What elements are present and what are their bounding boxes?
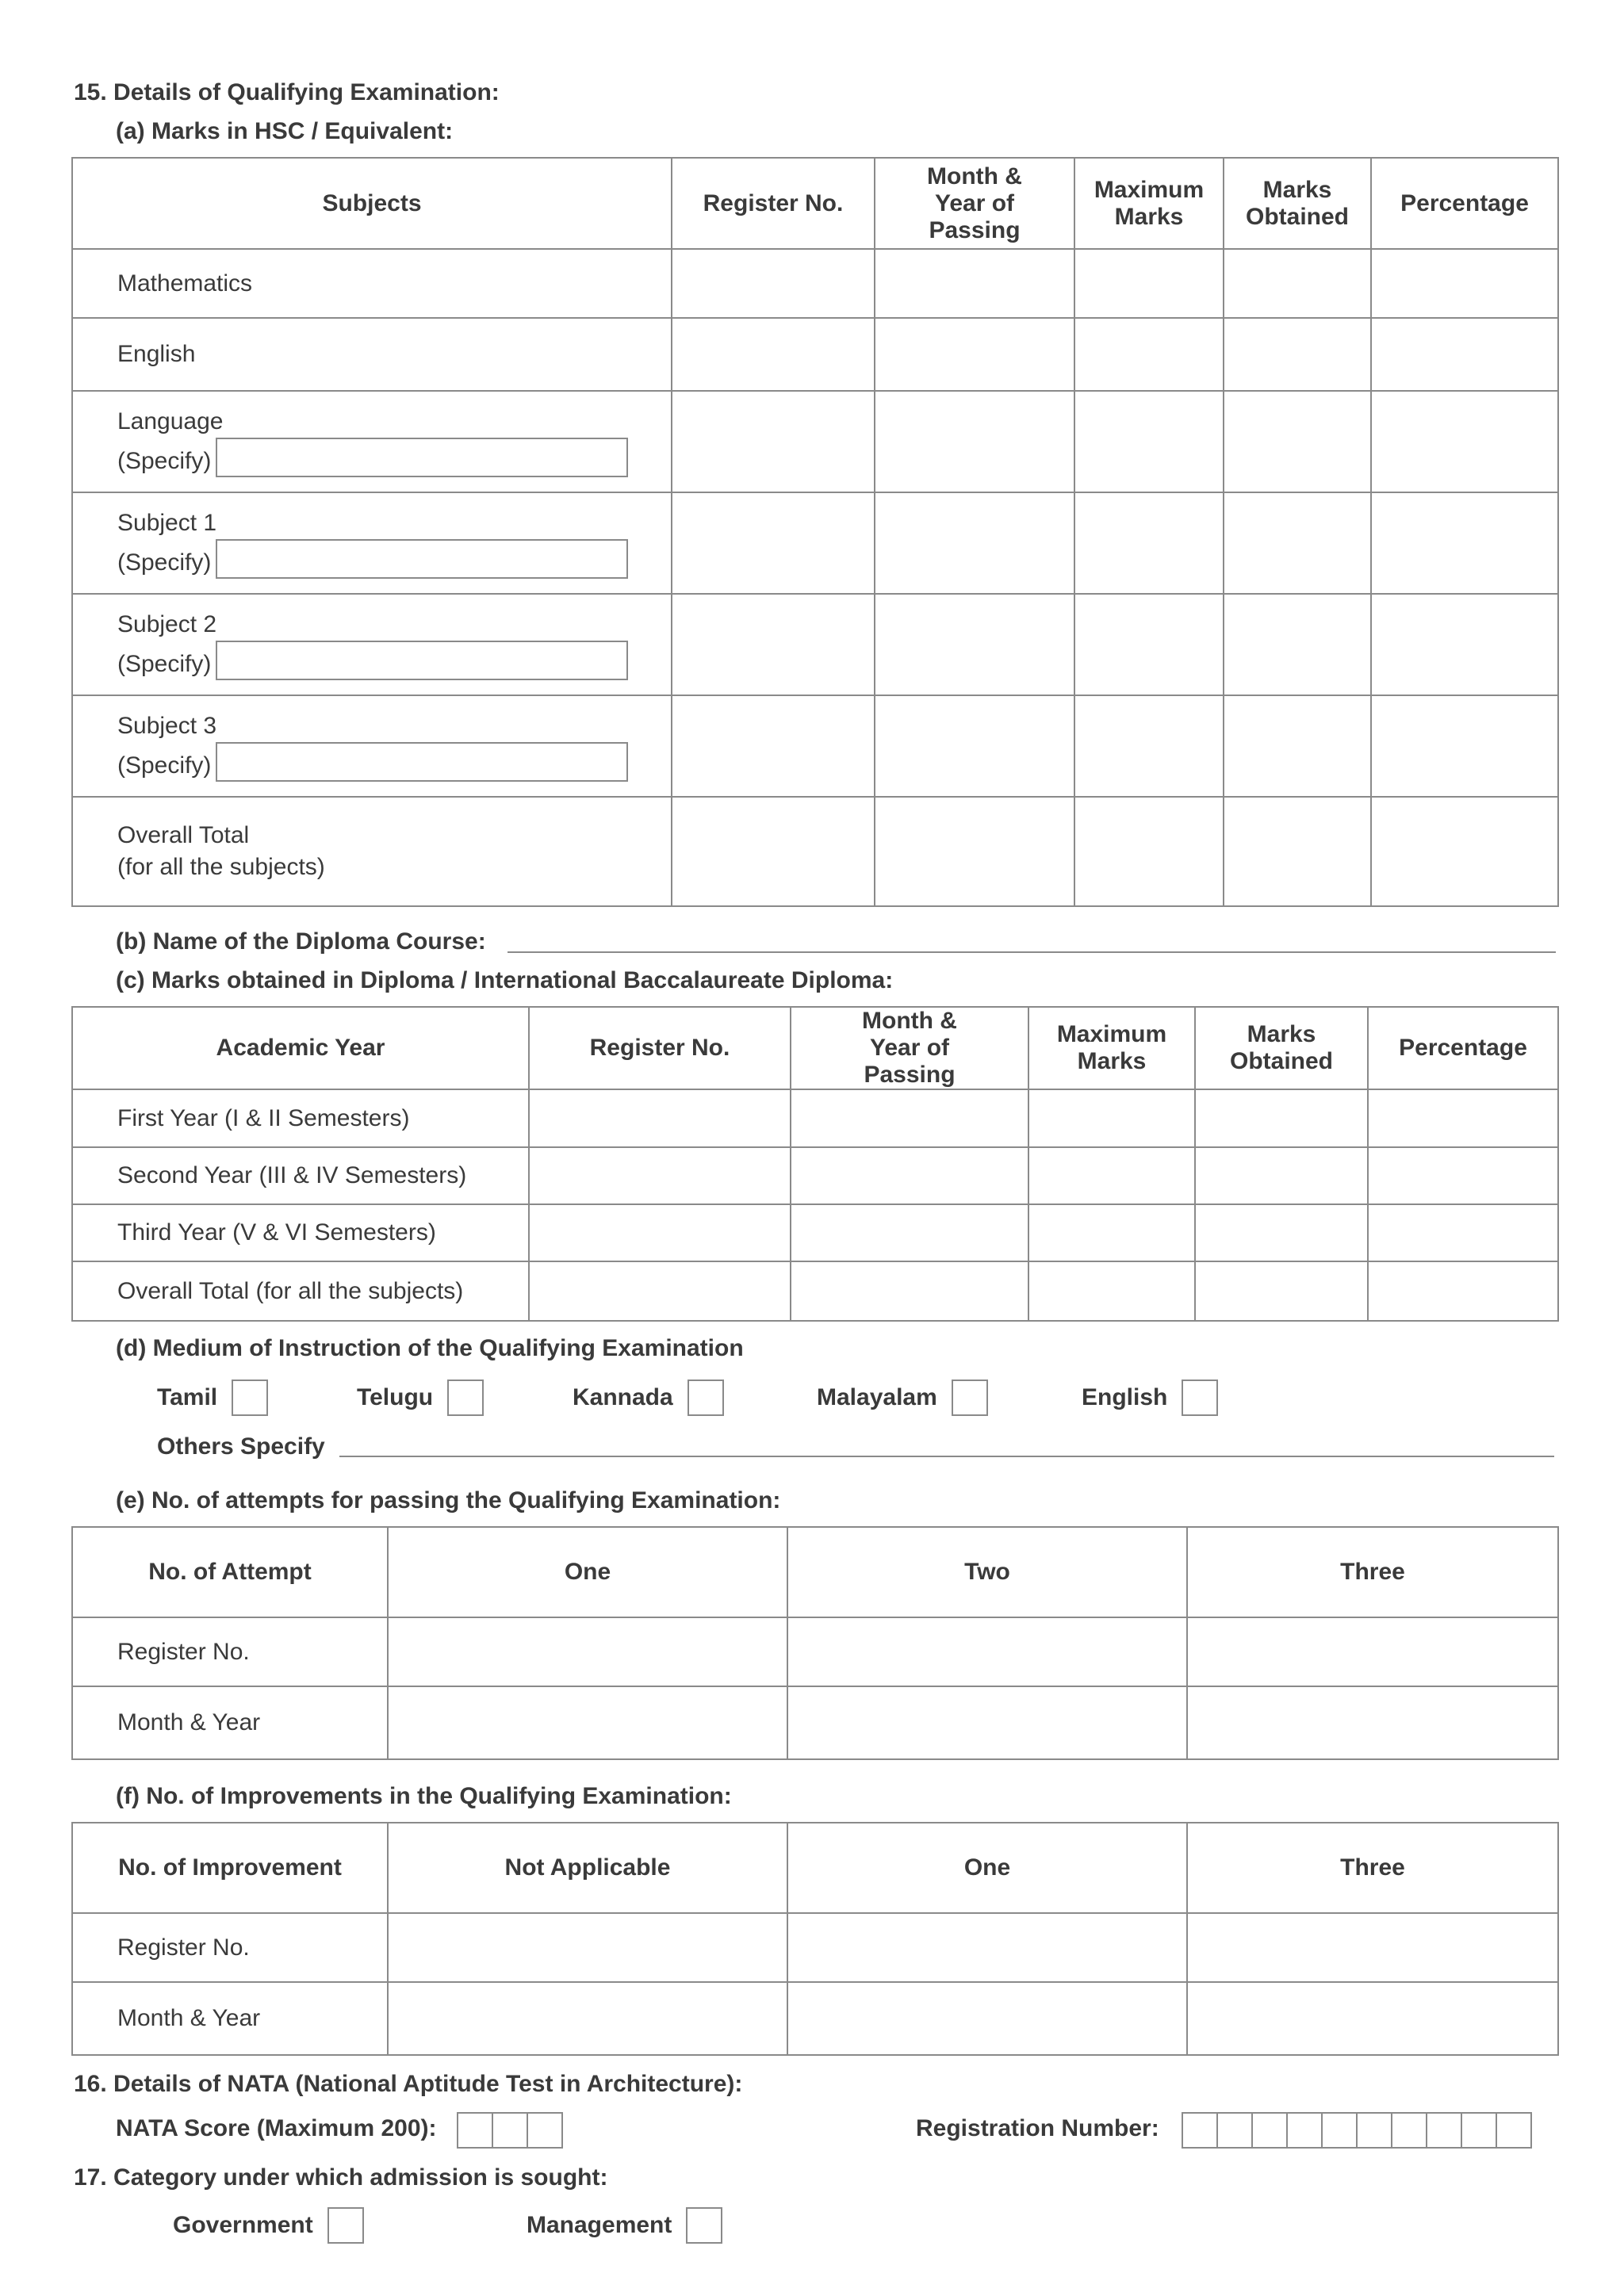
others-specify-label: Others Specify — [157, 1433, 325, 1460]
category-checkbox[interactable] — [686, 2207, 722, 2244]
attempts-header-row — [72, 1527, 1558, 1617]
diploma-row-first-year — [72, 1089, 1558, 1147]
hsc-row-subject-1 — [72, 492, 1558, 594]
diploma-cell[interactable] — [1028, 1261, 1195, 1321]
medium-checkbox[interactable] — [232, 1380, 268, 1416]
hsc-cell[interactable] — [1371, 391, 1558, 492]
hsc-header-subjects: Subjects — [72, 158, 672, 249]
registration-digit-box[interactable] — [1426, 2112, 1462, 2149]
hsc-specify-label: (Specify) — [117, 752, 212, 779]
registration-digit-box[interactable] — [1216, 2112, 1253, 2149]
hsc-cell[interactable] — [1371, 695, 1558, 797]
hsc-cell[interactable] — [1371, 249, 1558, 318]
hsc-cell[interactable] — [1224, 249, 1371, 318]
registration-digit-box[interactable] — [1461, 2112, 1497, 2149]
attempts-cell[interactable] — [787, 1617, 1187, 1686]
registration-digit-box[interactable] — [1391, 2112, 1427, 2149]
diploma-header-percentage: Percentage — [1368, 1007, 1558, 1089]
hsc-marks-table — [71, 157, 1559, 907]
language-specify-input[interactable] — [216, 438, 628, 477]
section-15-title: 15. Details of Qualifying Examination: — [74, 79, 500, 105]
hsc-cell[interactable] — [672, 492, 875, 594]
section-15e-title: (e) No. of attempts for passing the Qualifying Examination: — [116, 1487, 781, 1513]
hsc-cell[interactable] — [1074, 318, 1224, 391]
diploma-row-second-year — [72, 1147, 1558, 1204]
attempts-table — [71, 1526, 1559, 1760]
medium-option-telugu[interactable] — [357, 1380, 484, 1416]
hsc-cell[interactable] — [1224, 594, 1371, 695]
hsc-subject-label: Subject 2 — [117, 611, 217, 637]
diploma-cell[interactable] — [791, 1089, 1028, 1147]
diploma-cell[interactable] — [791, 1147, 1028, 1204]
diploma-header-register-no: Register No. — [529, 1007, 791, 1089]
hsc-cell[interactable] — [1371, 594, 1558, 695]
improvements-row-month-year — [72, 1982, 1558, 2055]
hsc-cell[interactable] — [672, 249, 875, 318]
improvements-cell[interactable] — [787, 1913, 1187, 1982]
diploma-cell[interactable] — [529, 1089, 791, 1147]
attempts-cell[interactable] — [388, 1686, 787, 1759]
improvements-cell[interactable] — [388, 1913, 787, 1982]
medium-checkbox[interactable] — [1182, 1380, 1218, 1416]
diploma-year-label: Second Year (III & IV Semesters) — [72, 1147, 529, 1204]
medium-checkbox[interactable] — [447, 1380, 484, 1416]
medium-option-tamil[interactable] — [157, 1380, 268, 1416]
hsc-cell[interactable] — [672, 391, 875, 492]
hsc-cell[interactable] — [1224, 695, 1371, 797]
diploma-year-label: First Year (I & II Semesters) — [72, 1089, 529, 1147]
improvements-header-three: Three — [1187, 1823, 1558, 1913]
others-specify-line[interactable] — [339, 1456, 1554, 1457]
medium-option-kannada[interactable] — [573, 1380, 724, 1416]
hsc-header-row — [72, 158, 1558, 249]
hsc-subject-label: Language — [117, 408, 224, 434]
medium-label: English — [1082, 1384, 1168, 1410]
hsc-cell[interactable] — [1074, 594, 1224, 695]
medium-option-english[interactable] — [1082, 1380, 1218, 1416]
diploma-cell[interactable] — [1195, 1089, 1368, 1147]
hsc-subject-label: Overall Total — [117, 822, 250, 848]
registration-number-boxes[interactable] — [1183, 2112, 1532, 2149]
attempts-cell[interactable] — [787, 1686, 1187, 1759]
hsc-cell[interactable] — [1224, 492, 1371, 594]
hsc-cell[interactable] — [672, 318, 875, 391]
attempts-cell[interactable] — [388, 1617, 787, 1686]
attempts-header-no: No. of Attempt — [72, 1527, 388, 1617]
diploma-marks-table — [71, 1006, 1559, 1322]
category-label: Management — [527, 2212, 672, 2238]
diploma-cell[interactable] — [529, 1204, 791, 1261]
hsc-header-percentage: Percentage — [1371, 158, 1558, 249]
diploma-cell[interactable] — [1195, 1147, 1368, 1204]
diploma-header-row — [72, 1007, 1558, 1089]
registration-digit-box[interactable] — [1321, 2112, 1358, 2149]
medium-label: Malayalam — [817, 1384, 937, 1410]
subject-2-specify-input[interactable] — [216, 641, 628, 680]
attempts-row-register — [72, 1617, 1558, 1686]
improvements-cell[interactable] — [1187, 1982, 1558, 2055]
improvements-header-one: One — [787, 1823, 1187, 1913]
diploma-header-academic-year: Academic Year — [72, 1007, 529, 1089]
diploma-cell[interactable] — [1028, 1147, 1195, 1204]
diploma-cell[interactable] — [791, 1261, 1028, 1321]
hsc-subject-label: Subject 1 — [117, 510, 217, 536]
diploma-cell[interactable] — [1368, 1261, 1558, 1321]
medium-label: Telugu — [357, 1384, 434, 1410]
hsc-row-mathematics — [72, 249, 1558, 318]
hsc-row-overall-total — [72, 797, 1558, 906]
hsc-cell[interactable] — [1371, 492, 1558, 594]
medium-checkbox[interactable] — [952, 1380, 988, 1416]
diploma-cell[interactable] — [1195, 1204, 1368, 1261]
hsc-cell[interactable] — [1074, 391, 1224, 492]
diploma-cell[interactable] — [1368, 1204, 1558, 1261]
section-15d-title: (d) Medium of Instruction of the Qualifying Examination — [116, 1335, 744, 1361]
hsc-cell[interactable] — [875, 695, 1074, 797]
hsc-subject-label: English — [72, 318, 672, 391]
hsc-cell[interactable] — [1224, 318, 1371, 391]
attempts-header-one: One — [388, 1527, 787, 1617]
category-option-management[interactable] — [527, 2207, 722, 2244]
section-15c-title: (c) Marks obtained in Diploma / International Baccalaureate Diploma: — [116, 967, 894, 993]
diploma-header-month-year: Month & Year of Passing — [791, 1007, 1028, 1089]
section-15f-title: (f) No. of Improvements in the Qualifying Examination: — [116, 1783, 732, 1809]
hsc-specify-label: (Specify) — [117, 448, 212, 474]
improvements-header-no: No. of Improvement — [72, 1823, 388, 1913]
improvements-row-register — [72, 1913, 1558, 1982]
hsc-cell[interactable] — [1074, 797, 1224, 906]
nata-score-label: NATA Score (Maximum 200): — [116, 2115, 437, 2141]
diploma-cell[interactable] — [1195, 1261, 1368, 1321]
attempts-header-three: Three — [1187, 1527, 1558, 1617]
hsc-cell[interactable] — [875, 391, 1074, 492]
hsc-cell[interactable] — [1224, 391, 1371, 492]
diploma-cell[interactable] — [529, 1261, 791, 1321]
diploma-header-marks-obtained: Marks Obtained — [1195, 1007, 1368, 1089]
attempts-row-label: Register No. — [72, 1617, 388, 1686]
registration-number-label: Registration Number: — [916, 2115, 1159, 2141]
diploma-row-third-year — [72, 1204, 1558, 1261]
hsc-cell[interactable] — [1074, 695, 1224, 797]
registration-digit-box[interactable] — [1286, 2112, 1323, 2149]
hsc-cell[interactable] — [875, 594, 1074, 695]
section-15b-title: (b) Name of the Diploma Course: — [116, 928, 486, 955]
section-17-title: 17. Category under which admission is sought: — [74, 2164, 608, 2191]
improvements-row-label: Register No. — [72, 1913, 388, 1982]
section-16-title: 16. Details of NATA (National Aptitude Test in Architecture): — [74, 2071, 743, 2097]
nata-score-digit-box[interactable] — [527, 2112, 563, 2149]
hsc-specify-label: (Specify) — [117, 549, 212, 576]
registration-digit-box[interactable] — [1182, 2112, 1218, 2149]
diploma-cell[interactable] — [1028, 1089, 1195, 1147]
diploma-row-overall-total — [72, 1261, 1558, 1321]
diploma-year-label: Overall Total (for all the subjects) — [72, 1261, 529, 1321]
diploma-header-max-marks: Maximum Marks — [1028, 1007, 1195, 1089]
improvements-cell[interactable] — [787, 1982, 1187, 2055]
attempts-cell[interactable] — [1187, 1617, 1558, 1686]
hsc-cell[interactable] — [1074, 492, 1224, 594]
diploma-cell[interactable] — [1028, 1204, 1195, 1261]
hsc-row-english — [72, 318, 1558, 391]
hsc-row-subject-2 — [72, 594, 1558, 695]
diploma-cell[interactable] — [529, 1147, 791, 1204]
hsc-cell[interactable] — [875, 318, 1074, 391]
diploma-cell[interactable] — [1368, 1089, 1558, 1147]
attempts-row-month-year — [72, 1686, 1558, 1759]
nata-score-digit-box[interactable] — [457, 2112, 493, 2149]
medium-label: Tamil — [157, 1384, 218, 1410]
hsc-subject-label: Subject 3 — [117, 713, 217, 739]
attempts-header-two: Two — [787, 1527, 1187, 1617]
section-15a-title: (a) Marks in HSC / Equivalent: — [116, 118, 454, 144]
subject-3-specify-input[interactable] — [216, 742, 628, 782]
hsc-header-marks-obtained: Marks Obtained — [1224, 158, 1371, 249]
hsc-subject-label: Mathematics — [72, 249, 672, 318]
improvements-header-row — [72, 1823, 1558, 1913]
nata-score-boxes[interactable] — [458, 2112, 563, 2149]
hsc-header-month-year: Month & Year of Passing — [875, 158, 1074, 249]
hsc-specify-label: (Specify) — [117, 651, 212, 677]
registration-digit-box[interactable] — [1356, 2112, 1392, 2149]
medium-option-malayalam[interactable] — [817, 1380, 988, 1416]
registration-digit-box[interactable] — [1251, 2112, 1288, 2149]
hsc-cell[interactable] — [1224, 797, 1371, 906]
nata-score-digit-box[interactable] — [492, 2112, 528, 2149]
hsc-cell[interactable] — [672, 797, 875, 906]
hsc-header-register-no: Register No. — [672, 158, 875, 249]
hsc-cell[interactable] — [1074, 249, 1224, 318]
hsc-row-language — [72, 391, 1558, 492]
medium-checkbox[interactable] — [688, 1380, 724, 1416]
improvements-cell[interactable] — [1187, 1913, 1558, 1982]
registration-digit-box[interactable] — [1496, 2112, 1532, 2149]
hsc-cell[interactable] — [875, 492, 1074, 594]
improvements-cell[interactable] — [388, 1982, 787, 2055]
attempts-row-label: Month & Year — [72, 1686, 388, 1759]
medium-label: Kannada — [573, 1384, 673, 1410]
improvements-table — [71, 1822, 1559, 2056]
hsc-cell[interactable] — [672, 695, 875, 797]
subject-1-specify-input[interactable] — [216, 539, 628, 579]
hsc-row-subject-3 — [72, 695, 1558, 797]
diploma-cell[interactable] — [791, 1204, 1028, 1261]
category-label: Government — [173, 2212, 313, 2238]
attempts-cell[interactable] — [1187, 1686, 1558, 1759]
improvements-header-not-applicable: Not Applicable — [388, 1823, 787, 1913]
diploma-course-name-line[interactable] — [508, 951, 1556, 953]
hsc-cell[interactable] — [672, 594, 875, 695]
diploma-year-label: Third Year (V & VI Semesters) — [72, 1204, 529, 1261]
hsc-cell[interactable] — [875, 797, 1074, 906]
diploma-cell[interactable] — [1368, 1147, 1558, 1204]
hsc-subject-note: (for all the subjects) — [117, 854, 325, 880]
hsc-cell[interactable] — [1371, 318, 1558, 391]
improvements-row-label: Month & Year — [72, 1982, 388, 2055]
hsc-cell[interactable] — [1371, 797, 1558, 906]
category-option-government[interactable] — [173, 2207, 364, 2244]
hsc-cell[interactable] — [875, 249, 1074, 318]
category-checkbox[interactable] — [327, 2207, 364, 2244]
hsc-header-max-marks: Maximum Marks — [1074, 158, 1224, 249]
